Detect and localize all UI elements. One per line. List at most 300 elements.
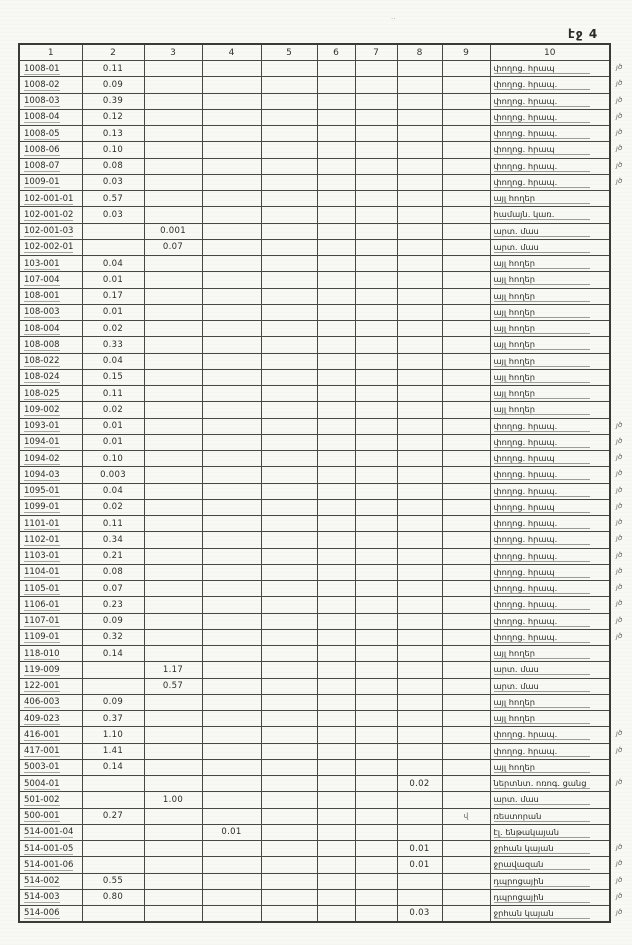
parcel-code: 1008-06 bbox=[24, 144, 60, 155]
handwritten-mark: յծ bbox=[615, 436, 623, 445]
cell-col1 bbox=[19, 808, 82, 824]
cell-col9 bbox=[442, 126, 490, 142]
cell-col1 bbox=[19, 191, 82, 207]
cell-col8 bbox=[397, 418, 442, 434]
cell-col4 bbox=[202, 808, 261, 824]
parcel-code: 514-002 bbox=[24, 876, 60, 887]
cell-col2 bbox=[82, 353, 144, 369]
land-use-label: արտ. մաս bbox=[494, 226, 590, 237]
land-use-label: այլ հողեր bbox=[494, 193, 590, 204]
cell-col9 bbox=[442, 321, 490, 337]
parcel-code: 108-003 bbox=[24, 307, 60, 318]
area-value: 1.10 bbox=[102, 729, 124, 740]
parcel-code: 1008-05 bbox=[24, 128, 60, 139]
cell-col5 bbox=[261, 678, 317, 694]
parcel-code: 109-002 bbox=[24, 404, 60, 415]
cell-col7 bbox=[355, 467, 397, 483]
parcel-code: 108-025 bbox=[24, 388, 60, 399]
area-value: 0.003 bbox=[100, 469, 126, 480]
cell-col10 bbox=[490, 483, 610, 499]
cell-col9 bbox=[442, 93, 490, 109]
area-value: 0.10 bbox=[102, 453, 124, 464]
cell-col6 bbox=[317, 776, 355, 792]
cell-col7 bbox=[355, 906, 397, 922]
cell-col10 bbox=[490, 386, 610, 402]
cell-col3 bbox=[144, 402, 202, 418]
cell-col2 bbox=[82, 126, 144, 142]
cell-col5 bbox=[261, 223, 317, 239]
cell-col1 bbox=[19, 857, 82, 873]
cell-col4 bbox=[202, 207, 261, 223]
cell-col4 bbox=[202, 483, 261, 499]
parcel-code: 5003-01 bbox=[24, 762, 60, 773]
parcel-code: 1008-04 bbox=[24, 112, 60, 123]
cell-col3 bbox=[144, 369, 202, 385]
cell-col5 bbox=[261, 532, 317, 548]
cell-col3 bbox=[144, 304, 202, 320]
cell-col3 bbox=[144, 824, 202, 840]
cell-col7 bbox=[355, 77, 397, 93]
cell-col3 bbox=[144, 451, 202, 467]
cell-col3 bbox=[144, 548, 202, 564]
table-row bbox=[19, 109, 610, 125]
cell-col8 bbox=[397, 256, 442, 272]
cell-col9 bbox=[442, 418, 490, 434]
cell-col4 bbox=[202, 451, 261, 467]
cell-col3 bbox=[144, 629, 202, 645]
cell-col2 bbox=[82, 223, 144, 239]
cell-col3 bbox=[144, 727, 202, 743]
cell-col9 bbox=[442, 207, 490, 223]
cell-col3 bbox=[144, 759, 202, 775]
parcel-code: 514-001-04 bbox=[24, 827, 74, 838]
cell-col9 bbox=[442, 613, 490, 629]
cell-col2 bbox=[82, 321, 144, 337]
cell-col2 bbox=[82, 142, 144, 158]
cell-col10 bbox=[490, 239, 610, 255]
table-row bbox=[19, 873, 610, 889]
area-value: 0.23 bbox=[102, 599, 124, 610]
cell-col8 bbox=[397, 776, 442, 792]
handwritten-mark: յծ bbox=[615, 420, 623, 429]
parcel-code: 1105-01 bbox=[24, 583, 60, 594]
cell-col1 bbox=[19, 629, 82, 645]
cell-col4 bbox=[202, 597, 261, 613]
cell-col5 bbox=[261, 402, 317, 418]
cell-col6 bbox=[317, 418, 355, 434]
cell-col8 bbox=[397, 499, 442, 515]
land-use-label: փողոց. հրապ. bbox=[494, 96, 590, 107]
cell-col1 bbox=[19, 467, 82, 483]
cell-col8 bbox=[397, 629, 442, 645]
cell-col8 bbox=[397, 337, 442, 353]
cell-col6 bbox=[317, 386, 355, 402]
cell-col2 bbox=[82, 77, 144, 93]
cell-col3 bbox=[144, 597, 202, 613]
handwritten-mark: յծ bbox=[615, 534, 623, 543]
cell-col9 bbox=[442, 142, 490, 158]
cell-col2 bbox=[82, 532, 144, 548]
cell-col9 bbox=[442, 694, 490, 710]
table-row bbox=[19, 759, 610, 775]
cell-col9 bbox=[442, 646, 490, 662]
cell-col2 bbox=[82, 613, 144, 629]
cell-col4 bbox=[202, 678, 261, 694]
cell-col10 bbox=[490, 191, 610, 207]
land-use-label: փողոց. հրապ. bbox=[494, 161, 590, 172]
cell-col4 bbox=[202, 239, 261, 255]
cell-col9 bbox=[442, 759, 490, 775]
cell-col1 bbox=[19, 841, 82, 857]
cell-col4 bbox=[202, 516, 261, 532]
table-row bbox=[19, 694, 610, 710]
land-use-label: փողոց. հրապ. bbox=[494, 437, 590, 448]
parcel-code: 119-009 bbox=[24, 664, 60, 675]
handwritten-mark: յծ bbox=[615, 777, 623, 787]
cell-col1 bbox=[19, 499, 82, 515]
cell-col9 bbox=[442, 629, 490, 645]
cell-col2 bbox=[82, 158, 144, 174]
cell-col2 bbox=[82, 906, 144, 922]
land-use-label: արտ. մաս bbox=[494, 242, 590, 253]
column-header-5: 5 bbox=[261, 44, 317, 61]
cell-col5 bbox=[261, 207, 317, 223]
cell-col10 bbox=[490, 711, 610, 727]
cell-col3 bbox=[144, 386, 202, 402]
cell-col6 bbox=[317, 857, 355, 873]
cell-col1 bbox=[19, 239, 82, 255]
table-row bbox=[19, 889, 610, 905]
cell-col5 bbox=[261, 418, 317, 434]
table-row bbox=[19, 776, 610, 792]
table-row bbox=[19, 906, 610, 922]
cell-col3 bbox=[144, 126, 202, 142]
table-row bbox=[19, 304, 610, 320]
area-value: 0.80 bbox=[102, 892, 124, 903]
land-use-label: այլ հողեր bbox=[494, 697, 590, 708]
cell-col2 bbox=[82, 808, 144, 824]
cell-col7 bbox=[355, 386, 397, 402]
cell-col2 bbox=[82, 727, 144, 743]
cell-col10 bbox=[490, 369, 610, 385]
land-use-label: փողոց. հրապ. bbox=[494, 421, 590, 432]
handwritten-mark: յծ bbox=[615, 891, 623, 900]
handwritten-mark: յծ bbox=[615, 745, 623, 754]
cell-col6 bbox=[317, 239, 355, 255]
cell-col7 bbox=[355, 873, 397, 889]
cell-col4 bbox=[202, 743, 261, 759]
cell-col10 bbox=[490, 662, 610, 678]
table-row bbox=[19, 857, 610, 873]
area-value: 0.001 bbox=[160, 226, 186, 237]
cell-col9 bbox=[442, 304, 490, 320]
land-use-label: փողոց. հրապ bbox=[494, 567, 590, 578]
cell-col6 bbox=[317, 61, 355, 77]
cell-col4 bbox=[202, 824, 261, 840]
cell-col5 bbox=[261, 93, 317, 109]
cell-col8 bbox=[397, 483, 442, 499]
cell-col2 bbox=[82, 581, 144, 597]
table-row bbox=[19, 711, 610, 727]
cell-col4 bbox=[202, 532, 261, 548]
cell-col1 bbox=[19, 77, 82, 93]
cell-col6 bbox=[317, 532, 355, 548]
cell-col9 bbox=[442, 873, 490, 889]
cell-col3 bbox=[144, 321, 202, 337]
table-row bbox=[19, 662, 610, 678]
cell-col7 bbox=[355, 792, 397, 808]
land-use-label: փողոց. հրապ. bbox=[494, 112, 590, 123]
cell-col2 bbox=[82, 272, 144, 288]
cell-col6 bbox=[317, 321, 355, 337]
cell-col7 bbox=[355, 207, 397, 223]
cell-col4 bbox=[202, 662, 261, 678]
cell-col8 bbox=[397, 597, 442, 613]
cell-col7 bbox=[355, 711, 397, 727]
cell-col2 bbox=[82, 304, 144, 320]
cell-col4 bbox=[202, 629, 261, 645]
cell-col1 bbox=[19, 548, 82, 564]
cell-col2 bbox=[82, 873, 144, 889]
cell-col2 bbox=[82, 662, 144, 678]
cell-col9 bbox=[442, 711, 490, 727]
cell-col7 bbox=[355, 646, 397, 662]
cell-col1 bbox=[19, 873, 82, 889]
area-value: 1.41 bbox=[102, 746, 124, 757]
cell-col10 bbox=[490, 906, 610, 922]
cell-col1 bbox=[19, 434, 82, 450]
area-value: 0.09 bbox=[102, 697, 124, 708]
cell-col8 bbox=[397, 321, 442, 337]
cell-col6 bbox=[317, 808, 355, 824]
cell-col8 bbox=[397, 824, 442, 840]
area-value: 0.01 bbox=[409, 859, 430, 870]
cell-col5 bbox=[261, 824, 317, 840]
land-use-label: այլ հողեր bbox=[494, 291, 590, 302]
area-value: 0.14 bbox=[102, 648, 124, 659]
cell-col9 bbox=[442, 564, 490, 580]
cell-col3 bbox=[144, 532, 202, 548]
cell-col8 bbox=[397, 516, 442, 532]
cell-col6 bbox=[317, 873, 355, 889]
cell-col10 bbox=[490, 207, 610, 223]
area-value: 0.08 bbox=[102, 161, 124, 172]
cell-col3 bbox=[144, 207, 202, 223]
handwritten-mark: յծ bbox=[615, 160, 623, 169]
cell-col9 bbox=[442, 776, 490, 792]
handwritten-mark: յծ bbox=[615, 469, 623, 478]
cell-col8 bbox=[397, 77, 442, 93]
cell-col9 bbox=[442, 792, 490, 808]
cell-col9 bbox=[442, 906, 490, 922]
cell-col4 bbox=[202, 337, 261, 353]
cell-col4 bbox=[202, 581, 261, 597]
cell-col1 bbox=[19, 597, 82, 613]
parcel-code: 1008-01 bbox=[24, 63, 60, 74]
cell-col4 bbox=[202, 499, 261, 515]
cell-col1 bbox=[19, 889, 82, 905]
cell-col2 bbox=[82, 434, 144, 450]
cell-col2 bbox=[82, 288, 144, 304]
cell-col5 bbox=[261, 434, 317, 450]
handwritten-mark: յծ bbox=[615, 631, 623, 640]
cell-col8 bbox=[397, 223, 442, 239]
cell-col5 bbox=[261, 77, 317, 93]
cell-col1 bbox=[19, 613, 82, 629]
cell-col3 bbox=[144, 906, 202, 922]
area-value: 0.55 bbox=[102, 876, 124, 887]
land-use-label: դպրոցային bbox=[494, 876, 590, 887]
cell-col6 bbox=[317, 304, 355, 320]
cell-col3 bbox=[144, 581, 202, 597]
cell-col1 bbox=[19, 353, 82, 369]
cell-col2 bbox=[82, 467, 144, 483]
parcel-code: 1107-01 bbox=[24, 616, 60, 627]
cell-col4 bbox=[202, 386, 261, 402]
cell-col10 bbox=[490, 564, 610, 580]
cell-col2 bbox=[82, 824, 144, 840]
cell-col1 bbox=[19, 711, 82, 727]
cell-col3 bbox=[144, 646, 202, 662]
cell-col10 bbox=[490, 174, 610, 190]
parcel-code: 409-023 bbox=[24, 713, 60, 724]
cell-col5 bbox=[261, 483, 317, 499]
cell-col4 bbox=[202, 467, 261, 483]
table-row bbox=[19, 93, 610, 109]
parcel-code: 102-001-02 bbox=[24, 209, 74, 220]
cell-col8 bbox=[397, 451, 442, 467]
cell-col2 bbox=[82, 191, 144, 207]
area-value: վ bbox=[463, 812, 469, 821]
cell-col5 bbox=[261, 646, 317, 662]
land-use-label: փողոց. հրապ bbox=[494, 502, 590, 513]
cell-col4 bbox=[202, 191, 261, 207]
cell-col6 bbox=[317, 743, 355, 759]
parcel-code: 102-001-03 bbox=[24, 226, 74, 237]
parcel-code: 1102-01 bbox=[24, 534, 60, 545]
cell-col10 bbox=[490, 548, 610, 564]
cell-col10 bbox=[490, 792, 610, 808]
cell-col4 bbox=[202, 873, 261, 889]
cell-col2 bbox=[82, 841, 144, 857]
area-value: 0.01 bbox=[409, 843, 430, 854]
cell-col5 bbox=[261, 158, 317, 174]
land-use-label: փողոց. հրապ. bbox=[494, 616, 590, 627]
cell-col2 bbox=[82, 369, 144, 385]
cell-col3 bbox=[144, 743, 202, 759]
cell-col10 bbox=[490, 337, 610, 353]
cell-col3 bbox=[144, 418, 202, 434]
cell-col9 bbox=[442, 353, 490, 369]
cell-col3 bbox=[144, 191, 202, 207]
cell-col1 bbox=[19, 776, 82, 792]
cell-col9 bbox=[442, 77, 490, 93]
area-value: 0.14 bbox=[102, 762, 124, 773]
parcel-code: 102-002-01 bbox=[24, 242, 74, 253]
cell-col5 bbox=[261, 841, 317, 857]
table-row bbox=[19, 483, 610, 499]
handwritten-mark: յծ bbox=[615, 95, 623, 104]
cell-col1 bbox=[19, 678, 82, 694]
cell-col2 bbox=[82, 629, 144, 645]
cell-col2 bbox=[82, 597, 144, 613]
column-header-10: 10 bbox=[490, 44, 610, 61]
cell-col3 bbox=[144, 857, 202, 873]
cell-col6 bbox=[317, 434, 355, 450]
cell-col5 bbox=[261, 694, 317, 710]
cell-col10 bbox=[490, 776, 610, 792]
cell-col6 bbox=[317, 662, 355, 678]
cell-col9 bbox=[442, 808, 490, 824]
cell-col5 bbox=[261, 386, 317, 402]
cell-col9 bbox=[442, 597, 490, 613]
cell-col4 bbox=[202, 126, 261, 142]
cell-col7 bbox=[355, 581, 397, 597]
cell-col10 bbox=[490, 499, 610, 515]
cell-col7 bbox=[355, 483, 397, 499]
parcel-code: 1093-01 bbox=[24, 421, 60, 432]
cell-col9 bbox=[442, 678, 490, 694]
land-use-label: փողոց. հրապ bbox=[494, 453, 590, 464]
cell-col5 bbox=[261, 597, 317, 613]
cell-col1 bbox=[19, 662, 82, 678]
cell-col3 bbox=[144, 109, 202, 125]
land-use-label: փողոց. հրապ. bbox=[494, 534, 590, 545]
cell-col2 bbox=[82, 207, 144, 223]
cell-col1 bbox=[19, 727, 82, 743]
cell-col4 bbox=[202, 256, 261, 272]
scan-artifact-dot: ·· bbox=[391, 15, 396, 23]
cell-col7 bbox=[355, 353, 397, 369]
table-row bbox=[19, 321, 610, 337]
handwritten-mark: յծ bbox=[615, 62, 623, 72]
table-row bbox=[19, 792, 610, 808]
cell-col5 bbox=[261, 759, 317, 775]
cell-col8 bbox=[397, 288, 442, 304]
land-use-label: փողոց. հրապ. bbox=[494, 583, 590, 594]
cell-col1 bbox=[19, 158, 82, 174]
parcel-code: 1103-01 bbox=[24, 551, 60, 562]
cell-col7 bbox=[355, 597, 397, 613]
land-use-label: դպրոցային bbox=[494, 892, 590, 903]
cell-col1 bbox=[19, 564, 82, 580]
cell-col5 bbox=[261, 776, 317, 792]
table-row bbox=[19, 223, 610, 239]
area-value: 0.39 bbox=[102, 96, 124, 107]
land-use-label: փողոց. հրապ bbox=[494, 144, 590, 155]
parcel-code: 501-002 bbox=[24, 794, 60, 805]
cell-col3 bbox=[144, 678, 202, 694]
cell-col6 bbox=[317, 824, 355, 840]
cell-col6 bbox=[317, 581, 355, 597]
cell-col10 bbox=[490, 759, 610, 775]
cell-col1 bbox=[19, 483, 82, 499]
area-value: 0.21 bbox=[102, 551, 124, 562]
cell-col4 bbox=[202, 776, 261, 792]
cell-col5 bbox=[261, 126, 317, 142]
cell-col3 bbox=[144, 516, 202, 532]
parcel-code: 118-010 bbox=[24, 648, 60, 659]
cell-col7 bbox=[355, 256, 397, 272]
cell-col10 bbox=[490, 597, 610, 613]
cell-col6 bbox=[317, 191, 355, 207]
cell-col8 bbox=[397, 191, 442, 207]
cell-col7 bbox=[355, 889, 397, 905]
cell-col5 bbox=[261, 516, 317, 532]
cell-col10 bbox=[490, 646, 610, 662]
cell-col8 bbox=[397, 564, 442, 580]
cell-col6 bbox=[317, 483, 355, 499]
